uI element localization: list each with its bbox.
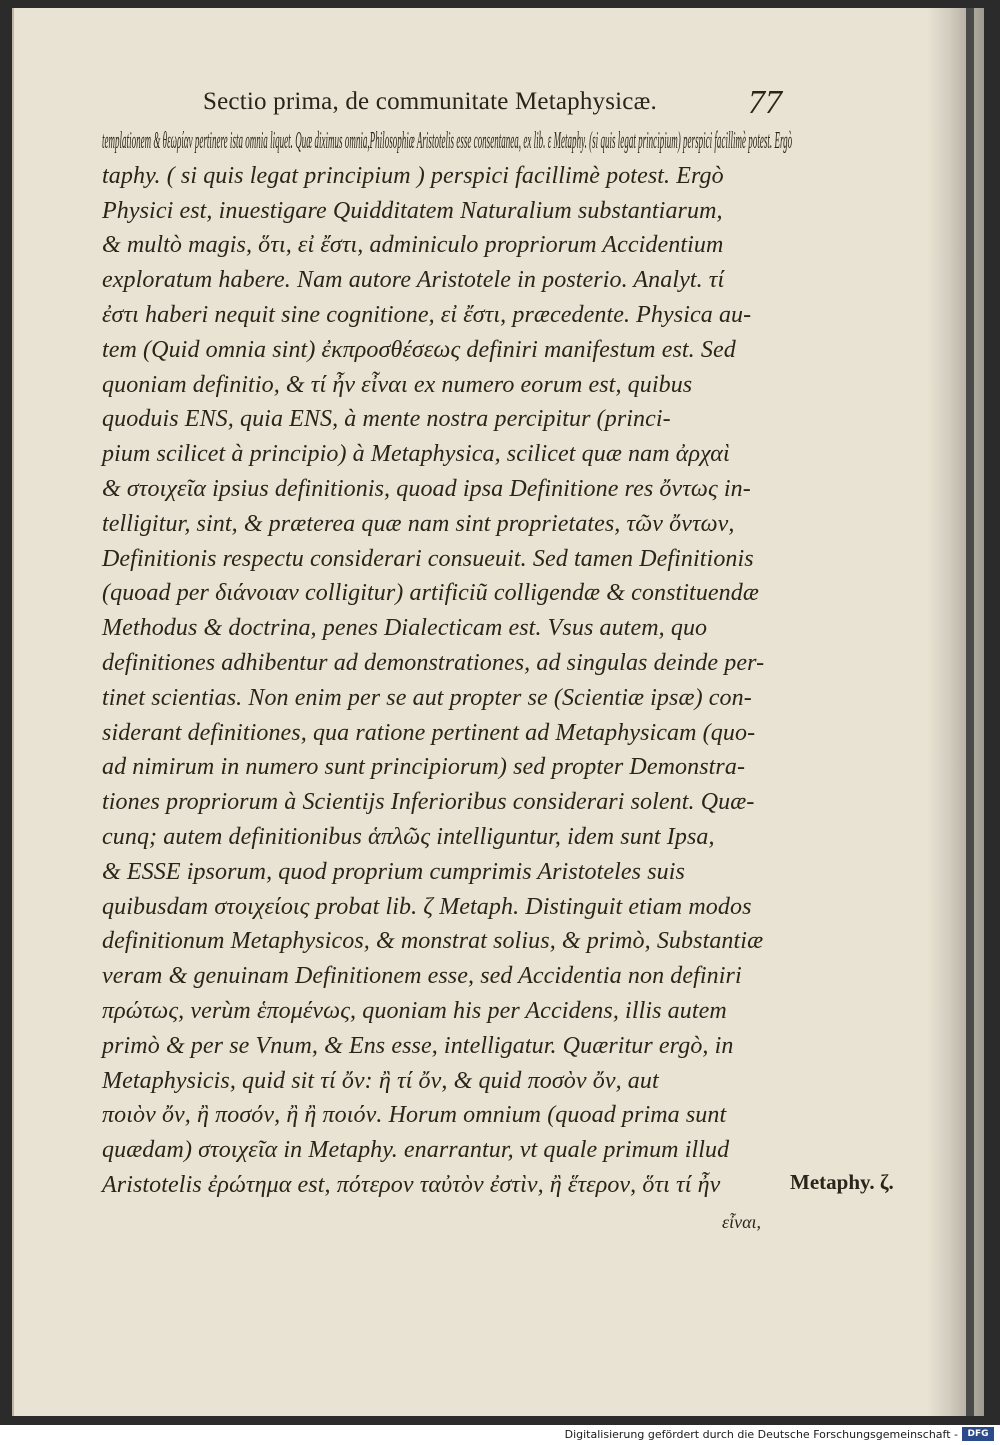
catchword: εἶναι, xyxy=(722,1212,762,1232)
page-edge-strip xyxy=(966,8,974,1416)
text-line: taphy. ( si quis legat principium ) perspici facillimè potest. Ergò xyxy=(102,162,724,189)
text-line: Metaphysicis, quid sit τί ὄν: ἢ τί ὄν, & quid ποσὸν ὄν, aut xyxy=(102,1067,659,1094)
text-line: ἐστι haberi nequit sine cognitione, εἰ ἔστι, præcedente. Physica au- xyxy=(102,302,752,328)
text-line: pium scilicet à principio) à Metaphysica, scilicet quæ nam ἀρχαὶ xyxy=(102,441,730,468)
text-line: Methodus & doctrina, penes Dialecticam est. Vsus autem, quo xyxy=(102,615,708,642)
page-number: 77 xyxy=(748,84,782,121)
text-line: & multò magis, ὅτι, εἰ ἔστι, adminiculo propriorum Accidentium xyxy=(102,232,724,259)
text-line: quoduis ENS, quia ENS, à mente nostra percipitur (princi- xyxy=(102,406,671,433)
text-line: tiones propriorum à Scientijs Inferioribus considerari solent. Quæ- xyxy=(102,789,755,816)
text-line: veram & genuinam Definitionem esse, sed Accidentia non definiri xyxy=(102,963,742,990)
text-line: ad nimirum in numero sunt principiorum) sed propter Demonstra- xyxy=(102,754,746,781)
text-line: tinet scientias. Non enim per se aut propter se (Scientiæ ipsæ) con- xyxy=(102,684,752,711)
text-line: quædam) στοιχεῖα in Metaphy. enarrantur, vt quale primum illud xyxy=(102,1137,730,1164)
text-line: quoniam definitio, & τί ἦν εἶναι ex numero eorum est, quibus xyxy=(102,371,693,398)
text-line: & ESSE ipsorum, quod proprium cumprimis Aristoteles suis xyxy=(102,858,685,885)
text-line: tem (Quid omnia sint) ἐκπροσθέσεως definiri manifestum est. Sed xyxy=(102,336,736,363)
text-line: πρώτως, verùm ἑπομένως, quoniam his per Accidens, illis autem xyxy=(102,998,727,1024)
text-line: templationem & θεωρίαν pertinere ista omnia liquet. Quæ diximus omnia,Philosophiæ Aristotelis esse consentanea, ex lib. ε Metaphy. (si quis legat principium) perspici facillimè potest. Ergò xyxy=(102,128,793,154)
text-line: definitionum Metaphysicos, & monstrat solius, & primò, Substantiæ xyxy=(102,928,764,955)
dfg-logo: DFG xyxy=(962,1427,994,1441)
text-line: telligitur, sint, & præterea quæ nam sint proprietates, τῶν ὄντων, xyxy=(102,510,735,537)
text-line: ποιὸν ὄν, ἢ ποσόν, ἢ ἢ ποιόν. Horum omnium (quoad prima sunt xyxy=(102,1102,727,1129)
page-gutter-shadow xyxy=(926,8,984,1416)
text-line: siderant definitiones, qua ratione pertinent ad Metaphysicam (quo- xyxy=(102,719,756,746)
text-line: Definitionis respectu considerari consueuit. Sed tamen Definitionis xyxy=(102,545,754,572)
text-line: cunq; autem definitionibus ἁπλῶς intelliguntur, idem sunt Ipsa, xyxy=(102,824,715,850)
text-line: primò & per se Vnum, & Ens esse, intelligatur. Quæritur ergò, in xyxy=(102,1032,734,1059)
margin-note: Metaphy. ζ. xyxy=(790,1170,894,1194)
running-head: Sectio prima, de communitate Metaphysicæ. xyxy=(203,88,657,115)
text-line: (quoad per διάνοιαν colligitur) artificiũ colligendæ & constituendæ xyxy=(102,580,759,607)
text-line: Physici est, inuestigare Quidditatem Naturalium substantiarum, xyxy=(102,197,723,224)
text-line: definitiones adhibentur ad demonstrationes, ad singulas deinde per- xyxy=(102,650,765,676)
text-line: & στοιχεῖα ipsius definitionis, quoad ipsa Definitione res ὄντως in- xyxy=(102,476,751,502)
text-line: Aristotelis ἐρώτημα est, πότερον ταὐτὸν ἐστὶν, ἢ ἕτερον, ὅτι τί ἦν xyxy=(102,1172,721,1198)
text-line: quibusdam στοιχείοις probat lib. ζ Metaph. Distinguit etiam modos xyxy=(102,893,752,920)
text-line: exploratum habere. Nam autore Aristotele in posterio. Analyt. τί xyxy=(102,267,725,294)
footer-credit: Digitalisierung gefördert durch die Deutsche Forschungsgemeinschaft - xyxy=(564,1428,958,1441)
